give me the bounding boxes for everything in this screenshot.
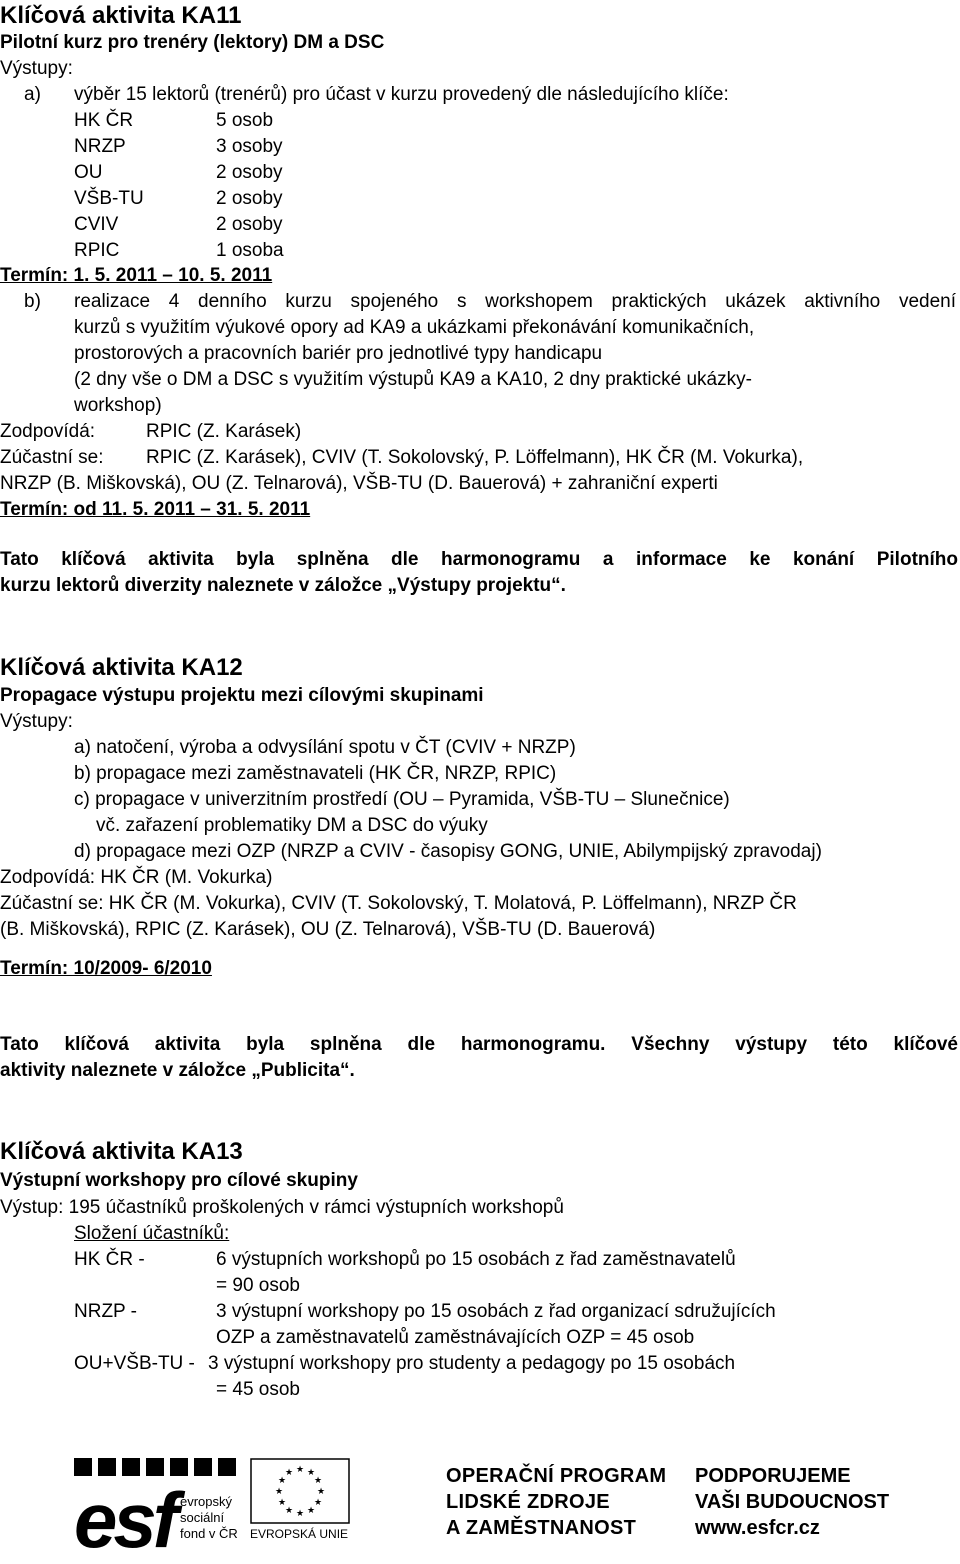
key-count: 2 osoby (216, 162, 283, 183)
key-count: 5 osob (216, 110, 274, 131)
key-org: VŠB-TU (74, 188, 144, 209)
program-line: A ZAMĚSTNANOST (446, 1517, 637, 1539)
key-count: 2 osoby (216, 214, 283, 235)
ka11-b-line: workshop) (74, 395, 162, 416)
esf-square-icon (170, 1458, 188, 1476)
ka11-a-marker: a) (24, 84, 41, 105)
esf-square-icon (218, 1458, 236, 1476)
ka12-term: Termín: 10/2009- 6/2010 (0, 958, 212, 979)
esf-logo: esf (74, 1476, 175, 1564)
esf-square-icon (74, 1458, 92, 1476)
svg-text:★: ★ (277, 1476, 287, 1486)
ka11-part-value: RPIC (Z. Karásek), CVIV (T. Sokolovský, P. Löffelmann), HK ČR (M. Vokurka), (146, 447, 804, 468)
ka11-b-line: (2 dny vše o DM a DSC s využitím výstupů KA9 a KA10, 2 dny praktické ukázky- (74, 369, 752, 390)
ka12-note-line2: aktivity naleznete v záložce „Publicita“. (0, 1060, 355, 1081)
program-line: OPERAČNÍ PROGRAM (446, 1465, 667, 1487)
ka11-b-line: prostorových a pracovních bariér pro jednotlivé typy handicapu (74, 343, 603, 364)
svg-text:★: ★ (306, 1506, 316, 1516)
key-org: CVIV (74, 214, 119, 235)
ka12-part-line1: Zúčastní se: HK ČR (M. Vokurka), CVIV (T. Sokolovský, T. Molatová, P. Löffelmann), NRZP ČR (0, 893, 797, 914)
eu-flag-icon (250, 1458, 350, 1524)
slogan-line: VAŠI BUDOUCNOST (695, 1491, 890, 1513)
program-line: LIDSKÉ ZDROJE (446, 1491, 610, 1513)
ka13-row-line1: 6 výstupních workshopů po 15 osobách z řad zaměstnavatelů (216, 1249, 736, 1270)
svg-text:★: ★ (313, 1498, 323, 1508)
ka12-title: Klíčová aktivita KA12 (0, 654, 243, 681)
ka12-outputs-label: Výstupy: (0, 711, 73, 732)
ka11-term1: Termín: 1. 5. 2011 – 10. 5. 2011 (0, 265, 273, 286)
ka13-row-org: OU+VŠB-TU - (74, 1353, 195, 1374)
ka11-subtitle: Pilotní kurz pro trenéry (lektory) DM a DSC (0, 32, 385, 53)
ka11-part-value2: NRZP (B. Miškovská), OU (Z. Telnarová), VŠB-TU (D. Bauerová) + zahraniční experti (0, 473, 718, 494)
key-org: HK ČR (74, 110, 134, 131)
ka11-b-line: realizace 4 denního kurzu spojeného s workshopem praktických ukázek aktivního vedení (74, 291, 956, 312)
ka12-item: a) natočení, výroba a odvysílání spotu v ČT (CVIV + NRZP) (74, 737, 576, 758)
key-count: 1 osoba (216, 240, 284, 261)
esf-square-icon (98, 1458, 116, 1476)
ka13-title: Klíčová aktivita KA13 (0, 1138, 243, 1165)
esf-square-icon (122, 1458, 140, 1476)
slogan-url: www.esfcr.cz (695, 1517, 820, 1539)
esf-side-line: sociální (180, 1510, 225, 1525)
key-org: RPIC (74, 240, 120, 261)
svg-text:★: ★ (284, 1468, 294, 1478)
ka12-item: c) propagace v univerzitním prostředí (OU – Pyramida, VŠB-TU – Slunečnice) (74, 789, 730, 810)
svg-text:★: ★ (274, 1487, 284, 1497)
ka13-subtitle: Výstupní workshopy pro cílové skupiny (0, 1170, 358, 1191)
ka11-resp-value: RPIC (Z. Karásek) (146, 421, 302, 442)
slogan-line: PODPORUJEME (695, 1465, 851, 1487)
ka11-part-label: Zúčastní se: (0, 447, 104, 468)
esf-square-icon (146, 1458, 164, 1476)
ka12-resp: Zodpovídá: HK ČR (M. Vokurka) (0, 867, 273, 888)
ka13-row-line2: = 45 osob (216, 1379, 300, 1400)
ka11-b-line: kurzů s využitím výukové opory ad KA9 a ukázkami překonávání komunikačních, (74, 317, 755, 338)
esf-side-line: evropský (180, 1494, 233, 1509)
ka13-row-line1: 3 výstupní workshopy po 15 osobách z řad organizací sdružujících (216, 1301, 776, 1322)
ka13-row-org: HK ČR - (74, 1249, 145, 1270)
key-org: OU (74, 162, 103, 183)
ka11-resp-label: Zodpovídá: (0, 421, 96, 442)
svg-text:★: ★ (313, 1476, 323, 1486)
ka12-note-line1: Tato klíčová aktivita byla splněna dle harmonogramu. Všechny výstupy této klíčové (0, 1034, 958, 1055)
ka12-subtitle: Propagace výstupu projektu mezi cílovými skupinami (0, 685, 484, 706)
ka11-title: Klíčová aktivita KA11 (0, 2, 242, 29)
esf-square-icon (194, 1458, 212, 1476)
eu-label: EVROPSKÁ UNIE (250, 1527, 349, 1541)
ka11-note-line1: Tato klíčová aktivita byla splněna dle harmonogramu a informace ke konání Pilotního (0, 549, 958, 570)
svg-text:★: ★ (277, 1498, 287, 1508)
key-count: 3 osoby (216, 136, 283, 157)
ka12-item: vč. zařazení problematiky DM a DSC do výuky (96, 815, 488, 836)
ka13-row-org: NRZP - (74, 1301, 137, 1322)
ka13-composition-label: Složení účastníků: (74, 1223, 230, 1244)
svg-text:★: ★ (295, 1509, 305, 1519)
svg-text:★: ★ (295, 1465, 305, 1475)
ka13-row-line1: 3 výstupní workshopy pro studenty a pedagogy po 15 osobách (208, 1353, 736, 1374)
ka13-output: Výstup: 195 účastníků proškolených v rámci výstupních workshopů (0, 1197, 564, 1218)
esf-side-line: fond v ČR (180, 1526, 238, 1541)
key-org: NRZP (74, 136, 126, 157)
svg-text:★: ★ (284, 1506, 294, 1516)
ka12-item: b) propagace mezi zaměstnavateli (HK ČR, NRZP, RPIC) (74, 763, 557, 784)
key-count: 2 osoby (216, 188, 283, 209)
ka11-term2: Termín: od 11. 5. 2011 – 31. 5. 2011 (0, 499, 311, 520)
ka11-b-marker: b) (24, 291, 41, 312)
svg-text:★: ★ (306, 1468, 316, 1478)
ka11-note-line2: kurzu lektorů diverzity naleznete v záložce „Výstupy projektu“. (0, 575, 566, 596)
ka11-a-text: výběr 15 lektorů (trenérů) pro účast v kurzu provedený dle následujícího klíče: (74, 84, 729, 105)
svg-text:★: ★ (316, 1487, 326, 1497)
ka12-item: d) propagace mezi OZP (NRZP a CVIV - časopisy GONG, UNIE, Abilympijský zpravodaj) (74, 841, 822, 862)
ka12-part-line2: (B. Miškovská), RPIC (Z. Karásek), OU (Z. Telnarová), VŠB-TU (D. Bauerová) (0, 919, 656, 940)
ka11-outputs-label: Výstupy: (0, 58, 73, 79)
ka13-row-line2: = 90 osob (216, 1275, 300, 1296)
ka13-row-line2: OZP a zaměstnavatelů zaměstnávajících OZP = 45 osob (216, 1327, 695, 1348)
